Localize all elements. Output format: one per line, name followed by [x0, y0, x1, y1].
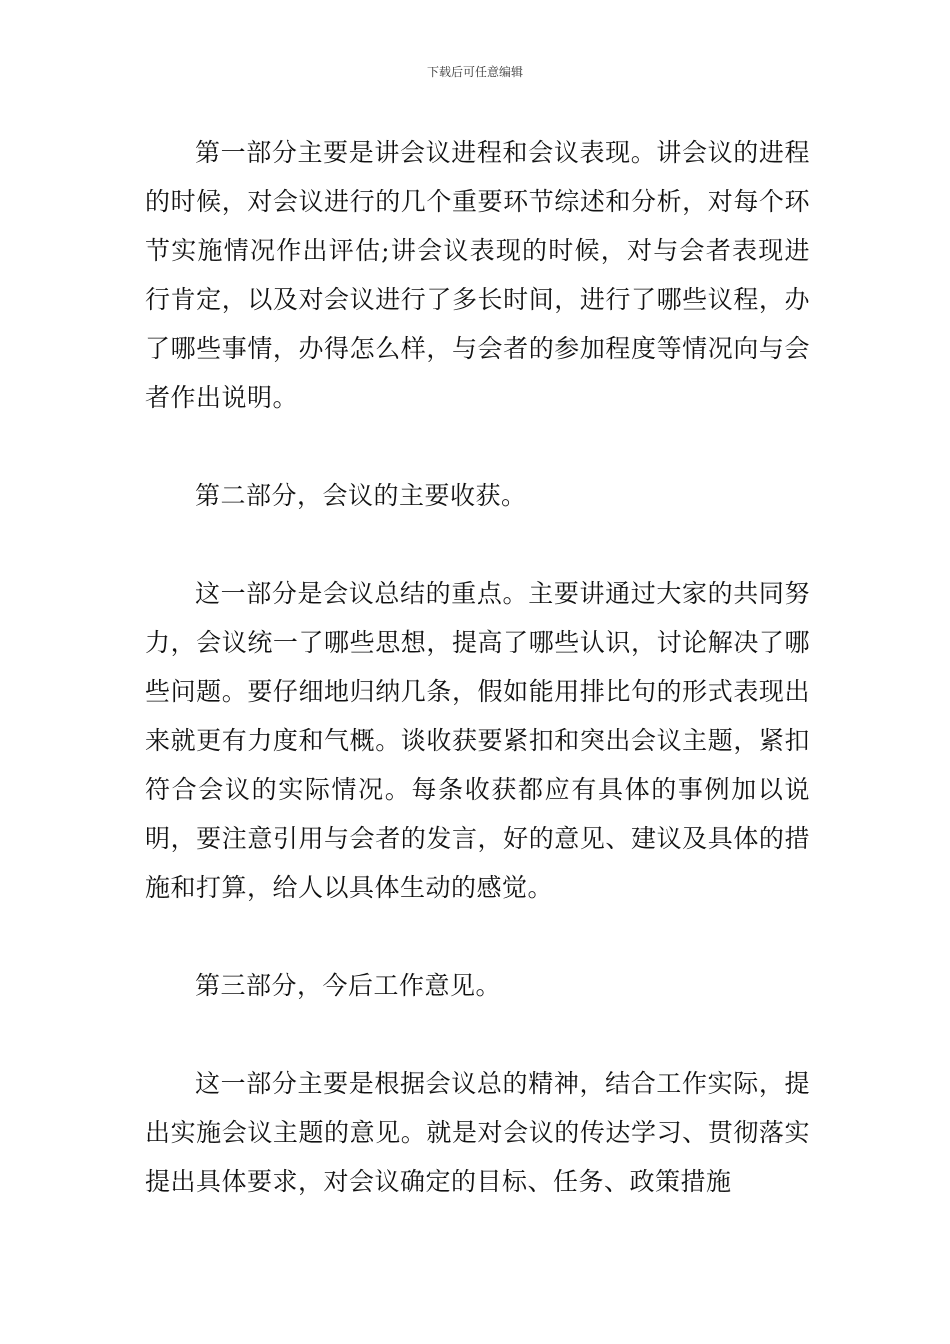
page-header-note: 下载后可任意编辑 [426, 65, 523, 79]
heading-part-three: 第三部分，今后工作意见。 [195, 971, 502, 1000]
paragraph-spacer [145, 520, 810, 569]
paragraph-part-two: 这一部分是会议总结的重点。主要讲通过大家的共同努力，会议统一了哪些思想，提高了哪些认识，讨论解决了哪些问题。要仔细地归纳几条，假如能用排比句的形式表现出来就更有力度和气概。谈收获要紧扣和突出会议主题，紧扣符合会议的实际情况。每条收获都应有具体的事例加以说明，要注意引用与会者的发言，好的意见、建议及具体的措施和打算，给人以具体生动的感觉。 [145, 579, 810, 902]
paragraph-spacer [145, 422, 810, 471]
heading-part-two: 第二部分，会议的主要收获。 [195, 481, 527, 510]
paragraph-part-three: 这一部分主要是根据会议总的精神，结合工作实际，提出实施会议主题的意见。就是对会议的传达学习、贯彻落实提出具体要求，对会议确定的目标、任务、政策措施 [145, 1069, 810, 1196]
paragraph-spacer [145, 912, 810, 961]
paragraph-part-one: 第一部分主要是讲会议进程和会议表现。讲会议的进程的时候，对会议进行的几个重要环节综述和分析，对每个环节实施情况作出评估;讲会议表现的时候，对与会者表现进行肯定，以及对会议进行了多长时间，进行了哪些议程，办了哪些事情，办得怎么样，与会者的参加程度等情况向与会者作出说明。 [145, 138, 810, 412]
document-body [145, 128, 810, 1206]
paragraph-spacer [145, 1010, 810, 1059]
